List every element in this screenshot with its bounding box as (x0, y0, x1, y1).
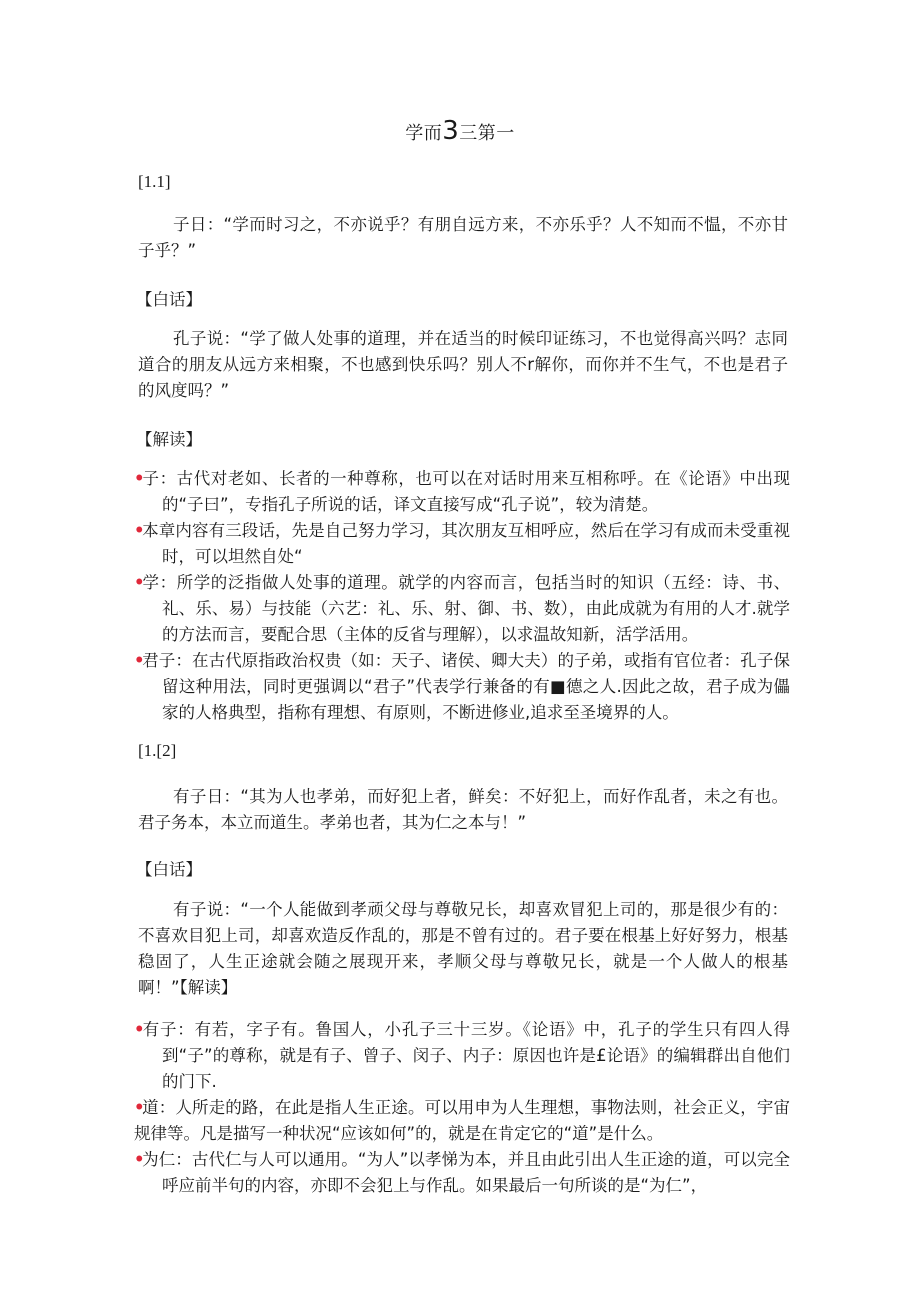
note-item: •有子：有若，字子有。鲁国人，小孔子三十三岁。《论语》中，孔子的学生只有四人得到“子”的尊称，就是有子、曾子、闵子、内子：原因也许是£论语》的编辑群出自他们的门下. (134, 1017, 790, 1095)
title-numeral: 3 (442, 116, 460, 146)
note-item: •君子：在古代原指政治权贵（如：天子、诸侯、卿大夫）的子弟，或指有官位者：孔子保留这种用法，同时更强调以“君子”代表学行兼备的有■德之人.因此之故，君子成为儡家的人格典型，指称有理想、有原则，不断进修业,追求至圣境界的人。 (134, 648, 790, 726)
original-text-1-2: 有子日：“其为人也孝弟，而好犯上者，鲜矣：不好犯上，而好作乱者，未之有也。君子务本，本立而道生。孝弟也者，其为仁之本与！” (138, 787, 788, 832)
bullet-icon: • (134, 573, 145, 592)
note-item: •子：古代对老如、长者的一种尊称，也可以在对话时用来互相称呼。在《论语》中出现的“子曰”，专指孔子所说的话，译文直接写成“孔子说”，较为清楚。 (134, 466, 790, 518)
bullet-icon: • (134, 651, 145, 670)
bullet-icon: • (134, 469, 145, 488)
note-item: •道：人所走的路，在此是指人生正途。可以用申为人生理想，事物法则，社会正义，宇宙规律等。凡是描写一种状况“应该如何”的，就是在肯定它的“道”是什么。 (134, 1095, 790, 1147)
title-text-post: 三第一 (459, 123, 515, 144)
note-item: •为仁：古代仁与人可以通用。“为人”以孝悌为本，并且由此引出人生正途的道，可以完全呼应前半句的内容，亦即不会犯上与作乱。如果最后一句所谈的是“为仁”， (134, 1147, 790, 1199)
section-ref-1-1: [1.1] (138, 172, 171, 191)
baihua-heading-1-1: 【白话】 (136, 290, 202, 309)
section-ref-1-2: [1.[2] (138, 741, 177, 760)
baihua-text-1-2: 有子说：“一个人能做到孝顽父母与尊敬兄长，却喜欢冒犯上司的，那是很少有的：不喜欢目犯上司，却喜欢造反作乱的，那是不曾有过的。君子要在根基上好好努力，根基稳固了，人生正途就会随之展现开来，孝顺父母与尊敬兄长，就是一个人做人的根基啊！”【解读】 (138, 900, 788, 997)
page-title (0, 116, 920, 146)
notes-list-1-2 (134, 1017, 790, 1199)
bullet-icon: • (134, 1020, 145, 1039)
original-text-1-1: 子日：“学而时习之，不亦说乎？有朋自远方来，不亦乐乎？人不知而不愠，不亦甘子乎？” (138, 215, 788, 260)
jiedu-heading-1-1: 【解读】 (136, 430, 202, 449)
note-item: •学：所学的泛指做人处事的道理。就学的内容而言，包括当时的知识（五经：诗、书、礼、乐、易）与技能（六艺：礼、乐、射、御、书、数），由此成就为有用的人才.就学的方法而言，要配合思（主体的反省与理解），以求温故知新，活学活用。 (134, 570, 790, 648)
note-item: •本章内容有三段话，先是自己努力学习，其次朋友互相呼应，然后在学习有成而未受重视时，可以坦然自处“ (134, 518, 790, 570)
baihua-text-1-1: 孔子说：“学了做人处事的道理，并在适当的时候印证练习，不也觉得高兴吗？志同道合的朋友从远方来相聚，不也感到快乐吗？别人不r解你，而你并不生气，不也是君子的风度吗？” (138, 329, 788, 400)
notes-list-1-1 (134, 466, 790, 726)
baihua-heading-1-2: 【白话】 (136, 860, 202, 879)
bullet-icon: • (134, 521, 145, 540)
title-text-pre: 学而 (405, 123, 443, 144)
bullet-icon: • (134, 1150, 145, 1169)
bullet-icon: • (134, 1098, 145, 1117)
